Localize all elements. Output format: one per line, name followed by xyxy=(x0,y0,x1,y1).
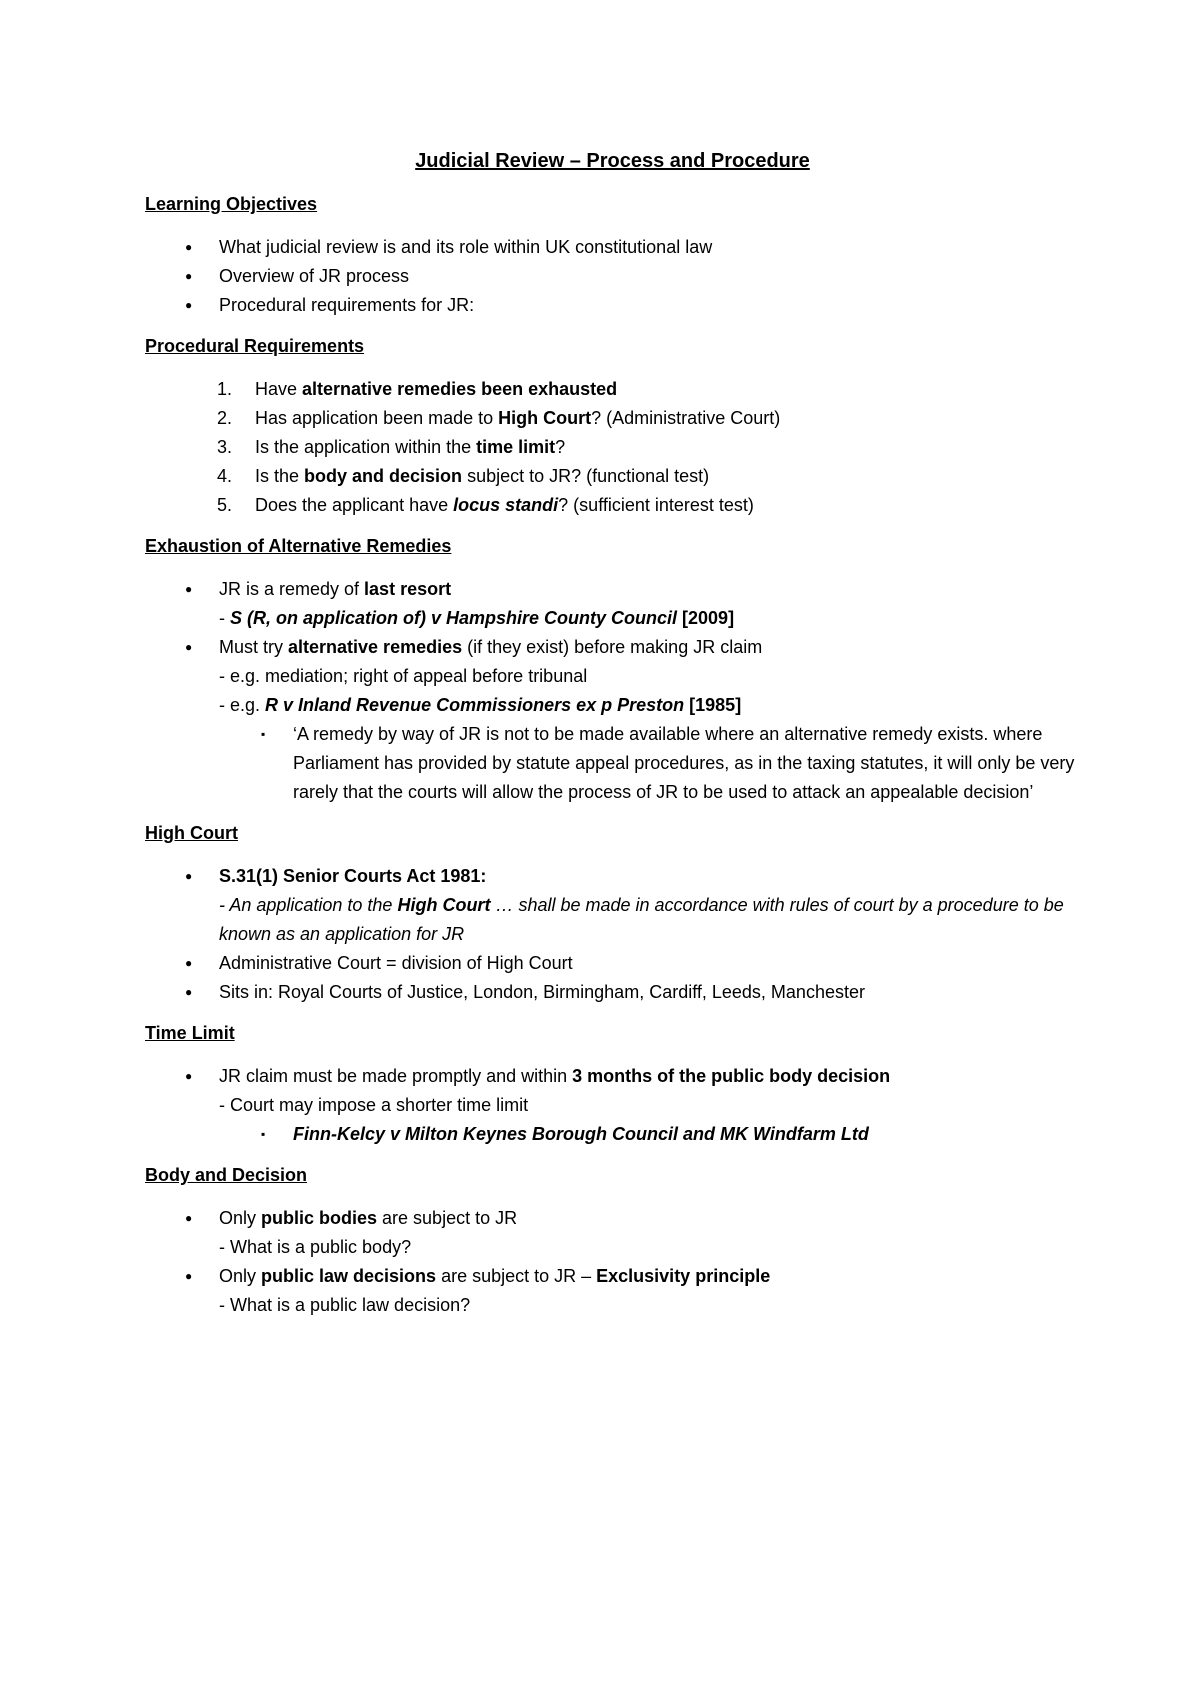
list-number: 3. xyxy=(217,437,233,457)
procedural-requirements-heading: Procedural Requirements xyxy=(145,336,365,356)
item-bold-text: public bodies xyxy=(261,1208,378,1228)
exhaustion-section xyxy=(145,532,1080,807)
item-text: are subject to JR – xyxy=(436,1266,597,1286)
item-text: JR is a remedy of xyxy=(219,579,365,599)
body-decision-heading: Body and Decision xyxy=(145,1165,308,1185)
list-item xyxy=(145,1262,1080,1320)
list-item: ● Sits in: Royal Courts of Justice, London, Birmingham, Cardiff, Leeds, Manchester xyxy=(145,978,1080,1007)
procedural-requirements-section xyxy=(145,332,1080,520)
item-text: Only xyxy=(219,1266,262,1286)
case-item xyxy=(219,1120,1080,1149)
item-text: Must try xyxy=(219,637,289,657)
list-item: ● What judicial review is and its role within UK constitutional law xyxy=(145,233,1080,262)
item-text: ? (Administrative Court) xyxy=(591,408,781,428)
body-decision-section xyxy=(145,1161,1080,1320)
item-text: subject to JR? (functional test) xyxy=(462,466,710,486)
list-item xyxy=(145,633,1080,807)
sub-line: - What is a public law decision? xyxy=(219,1295,471,1315)
quote-list xyxy=(219,720,1080,807)
list-item xyxy=(145,575,1080,633)
list-item: ● Overview of JR process xyxy=(145,262,1080,291)
item-bold-text: last resort xyxy=(364,579,452,599)
list-item xyxy=(145,862,1080,949)
item-text: Is the xyxy=(255,466,305,486)
item-text: Is the application within the xyxy=(255,437,477,457)
sub-line: - What is a public body? xyxy=(219,1237,412,1257)
item-bold-text: High Court xyxy=(498,408,592,428)
list-item xyxy=(145,1204,1080,1262)
learning-objectives-list xyxy=(145,233,1080,320)
list-item xyxy=(145,404,1080,433)
list-number: 4. xyxy=(217,466,233,486)
item-text: ? (sufficient interest test) xyxy=(558,495,754,515)
item-text: Does the applicant have xyxy=(255,495,454,515)
learning-objectives-heading: Learning Objectives xyxy=(145,194,318,214)
item-bold-italic-text: locus standi xyxy=(453,495,559,515)
time-limit-list xyxy=(145,1062,1080,1149)
item-text: (if they exist) before making JR claim xyxy=(462,637,763,657)
high-court-heading: High Court xyxy=(145,823,238,843)
item-text: JR claim must be made promptly and within xyxy=(219,1066,573,1086)
page-title: Judicial Review – Process and Procedure xyxy=(415,150,810,172)
item-bold-text: 3 months of the public body decision xyxy=(572,1066,891,1086)
case-citation xyxy=(219,604,1080,633)
item-bold-text: alternative remedies xyxy=(288,637,463,657)
item-bold-text: body and decision xyxy=(304,466,463,486)
case-name: Finn-Kelcy v Milton Keynes Borough Council and MK Windfarm Ltd xyxy=(293,1124,869,1144)
case-name: S (R, on application of) v Hampshire County Council xyxy=(230,608,678,628)
item-bold-text: time limit xyxy=(476,437,556,457)
item-text: Only xyxy=(219,1208,262,1228)
statute-reference: S.31(1) Senior Courts Act 1981: xyxy=(219,866,487,886)
case-citation xyxy=(219,691,1080,720)
list-item: ● Procedural requirements for JR: xyxy=(145,291,1080,320)
example-line: - e.g. mediation; right of appeal before tribunal xyxy=(219,666,588,686)
list-number: 1. xyxy=(217,379,233,399)
time-limit-section xyxy=(145,1019,1080,1149)
list-item xyxy=(145,462,1080,491)
example-prefix: - e.g. xyxy=(219,695,266,715)
dash-text: - xyxy=(219,608,230,628)
case-year: [1985] xyxy=(684,695,742,715)
list-item xyxy=(145,375,1080,404)
high-court-section xyxy=(145,819,1080,1007)
item-text: Have xyxy=(255,379,303,399)
item-text: Has application been made to xyxy=(255,408,499,428)
case-name: R v Inland Revenue Commissioners ex p Preston xyxy=(265,695,685,715)
item-text: ? xyxy=(555,437,566,457)
list-item xyxy=(145,1062,1080,1149)
item-bold-text: alternative remedies been exhausted xyxy=(302,379,618,399)
case-year: [2009] xyxy=(677,608,735,628)
item-bold-text: public law decisions xyxy=(261,1266,437,1286)
exhaustion-heading: Exhaustion of Alternative Remedies xyxy=(145,536,452,556)
procedural-requirements-list xyxy=(145,375,1080,520)
case-list xyxy=(219,1120,1080,1149)
quote-bold-text: High Court xyxy=(397,895,491,915)
statute-quote xyxy=(219,891,1080,949)
sub-line: - Court may impose a shorter time limit xyxy=(219,1095,529,1115)
high-court-list xyxy=(145,862,1080,1007)
item-text: are subject to JR xyxy=(377,1208,518,1228)
item-bold-text: Exclusivity principle xyxy=(596,1266,771,1286)
list-item xyxy=(145,433,1080,462)
quote-text: … shall be made in accordance with rules of court by a procedure to be known as an application for JR xyxy=(219,895,1064,944)
quote-text: - An application to the xyxy=(219,895,398,915)
list-item xyxy=(145,491,1080,520)
list-number: 2. xyxy=(217,408,233,428)
list-number: 5. xyxy=(217,495,233,515)
body-decision-list xyxy=(145,1204,1080,1320)
exhaustion-list xyxy=(145,575,1080,807)
quote-item: ▪ ‘A remedy by way of JR is not to be made available where an alternative remedy exists. where Parliament has provided by statute appeal procedures, as in the taxing statutes, it will only be very rarely that the courts will allow the process of JR to be used to attack an appealable decision’ xyxy=(219,720,1080,807)
learning-objectives-section xyxy=(145,190,1080,320)
time-limit-heading: Time Limit xyxy=(145,1023,235,1043)
list-item: ● Administrative Court = division of High Court xyxy=(145,949,1080,978)
